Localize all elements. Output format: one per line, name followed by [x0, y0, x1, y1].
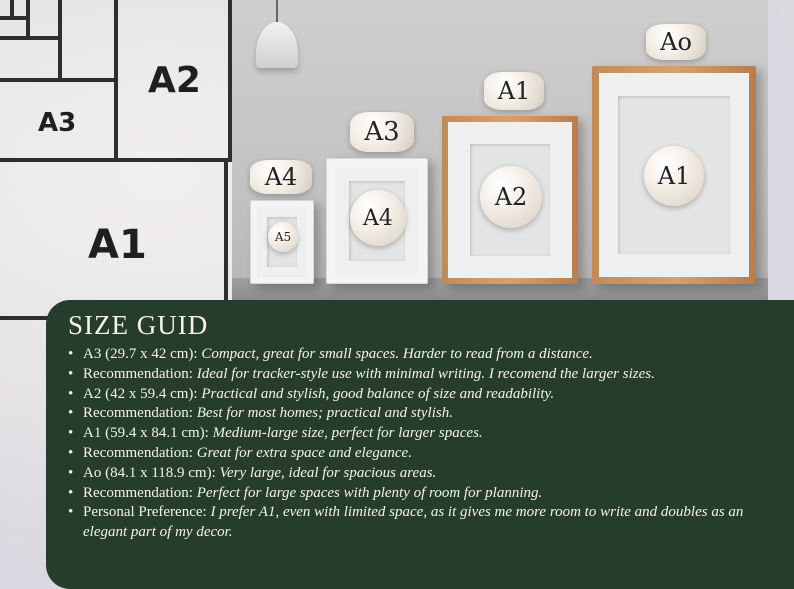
tag-a0: Ao — [646, 24, 706, 60]
pearl-a2: A2 — [480, 166, 542, 228]
tag-a3: A3 — [350, 112, 414, 152]
paper-size-diagram — [0, 0, 232, 320]
list-item: • A1 (59.4 x 84.1 cm): Medium-large size, perfect for larger spaces. — [68, 424, 774, 444]
list-item: • Recommendation: Perfect for large spaces with plenty of room for planning. — [68, 484, 774, 504]
pendant-lamp — [256, 22, 298, 68]
size-guide-list — [68, 345, 774, 543]
a5-region — [0, 36, 62, 82]
diagram-label-a1: A1 — [88, 222, 147, 268]
a8-region — [10, 0, 30, 20]
list-item: • Recommendation: Ideal for tracker-style use with minimal writing. I recomend the larger sizes. — [68, 365, 774, 385]
frames-photo — [232, 0, 768, 300]
tag-a1: A1 — [484, 72, 544, 110]
panel-title: SIZE GUID — [68, 310, 209, 340]
pearl-a4: A4 — [350, 190, 406, 246]
lamp-cord — [276, 0, 278, 24]
list-item: • Personal Preference: I prefer A1, even with limited space, as it gives me more room to write and doubles as an elegant part of my decor. — [68, 503, 774, 543]
list-item: • Recommendation: Best for most homes; practical and stylish. — [68, 404, 774, 424]
diagram-label-a3: A3 — [38, 108, 77, 138]
a6-region — [26, 0, 62, 40]
tag-a4: A4 — [250, 160, 312, 194]
list-item: • A2 (42 x 59.4 cm): Practical and stylish, good balance of size and readability. — [68, 385, 774, 405]
a4-region — [58, 0, 118, 82]
pearl-a5: A5 — [268, 222, 298, 252]
list-item: • Ao (84.1 x 118.9 cm): Very large, ideal for spacious areas. — [68, 464, 774, 484]
diagram-label-a2: A2 — [148, 60, 201, 101]
size-guide-panel — [46, 300, 794, 589]
list-item: • A3 (29.7 x 42 cm): Compact, great for small spaces. Harder to read from a distance. — [68, 345, 774, 365]
list-item: • Recommendation: Great for extra space and elegance. — [68, 444, 774, 464]
pearl-a1: A1 — [644, 146, 704, 206]
